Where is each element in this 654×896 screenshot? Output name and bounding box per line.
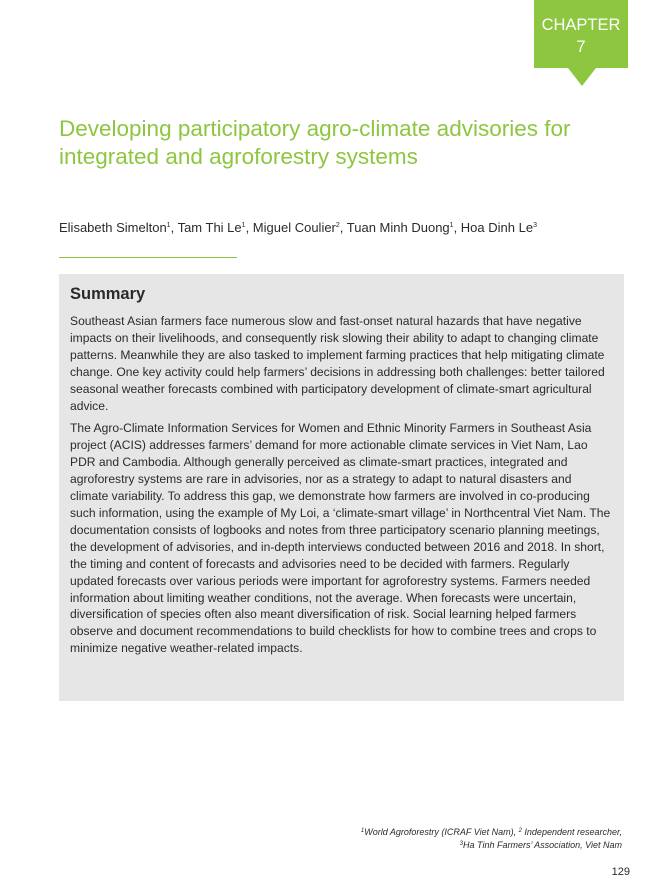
- chapter-title: Developing participatory agro-climate advisories for integrated and agroforestry systems: [59, 116, 571, 169]
- author-separator: ,: [245, 220, 253, 235]
- affiliation-mark: 3: [459, 841, 464, 847]
- author-name: Hoa Dinh Le: [460, 220, 534, 235]
- affiliation-mark: 2: [518, 828, 522, 834]
- divider-rule: [59, 257, 237, 258]
- summary-paragraph: The Agro-Climate Information Services for Women and Ethnic Minority Farmers in Southeast Asia project (ACIS) addresses farmers’ demand for more actionable climate services in Viet Nam, Lao PDR and Cambodia. Although generally perceived as climate-smart practices, integrated and agroforestry systems are rare in advisories, nor as a strategy to adapt to natural disasters and climate variability. To address this gap, we demonstrate how farmers are involved in co-producing such information, using the example of My Loi, a ‘climate-smart village’ in Northcentral Viet Nam. The documentation consists of logbooks and notes from three participatory scenario planning meetings, the development of advisories, and in-depth interviews conducted between 2016 and 2018. In short, the timing and content of forecasts and advisories need to be decided with farmers. Regularly updated forecasts over various periods were important for agroforestry systems. Farmers needed information about limiting weather conditions, not the average. When forecasts were uncertain, diversification of species often also meant diversification of risk. Social learning helped farmers observe and document recommendations to build checklists for how to combine trees and crops to minimize negative weather-related impacts.: [70, 421, 611, 656]
- author-name: Miguel Coulier: [252, 220, 336, 235]
- author-affiliation-mark: 1: [449, 222, 454, 229]
- affiliation-text: Independent researcher,: [521, 827, 622, 837]
- author-name: Tuan Minh Duong: [346, 220, 450, 235]
- author-name: Tam Thi Le: [177, 220, 242, 235]
- author-separator: ,: [339, 220, 347, 235]
- affiliation-line: [361, 826, 622, 839]
- author-name: Elisabeth Simelton: [59, 220, 167, 235]
- author-separator: ,: [170, 220, 178, 235]
- author-affiliation-mark: 1: [241, 222, 246, 229]
- chapter-number: 7: [576, 38, 586, 56]
- summary-paragraph: Southeast Asian farmers face numerous slow and fast-onset natural hazards that have negative impacts on their livelihoods, and consequently risk slowing their ability to adapt to changing climate patterns. Meanwhile they are also tasked to implement farming practices that help mitigating climate change. One key activity could help farmers’ decisions in addressing both challenges: better tailored seasonal weather forecasts combined with participatory development of climate-smart agricultural advice.: [70, 314, 605, 413]
- affiliation-line: [361, 839, 622, 852]
- affiliation-text: World Agroforestry (ICRAF Viet Nam),: [364, 827, 519, 837]
- summary-box: [59, 274, 624, 701]
- summary-heading: Summary: [70, 285, 146, 303]
- chapter-tab: [534, 0, 628, 68]
- affiliation-text: Ha Tinh Farmers’ Association, Viet Nam: [463, 840, 622, 850]
- page-number: 129: [611, 866, 630, 878]
- affiliations: [361, 826, 622, 852]
- chapter-label: CHAPTER: [541, 16, 621, 34]
- author-list: [59, 219, 639, 237]
- chapter-tab-arrow-icon: [568, 68, 596, 86]
- author-affiliation-mark: 2: [335, 222, 340, 229]
- author-affiliation-mark: 3: [533, 222, 537, 229]
- author-separator: ,: [453, 220, 461, 235]
- affiliation-mark: 1: [360, 828, 365, 834]
- author-affiliation-mark: 1: [166, 222, 171, 229]
